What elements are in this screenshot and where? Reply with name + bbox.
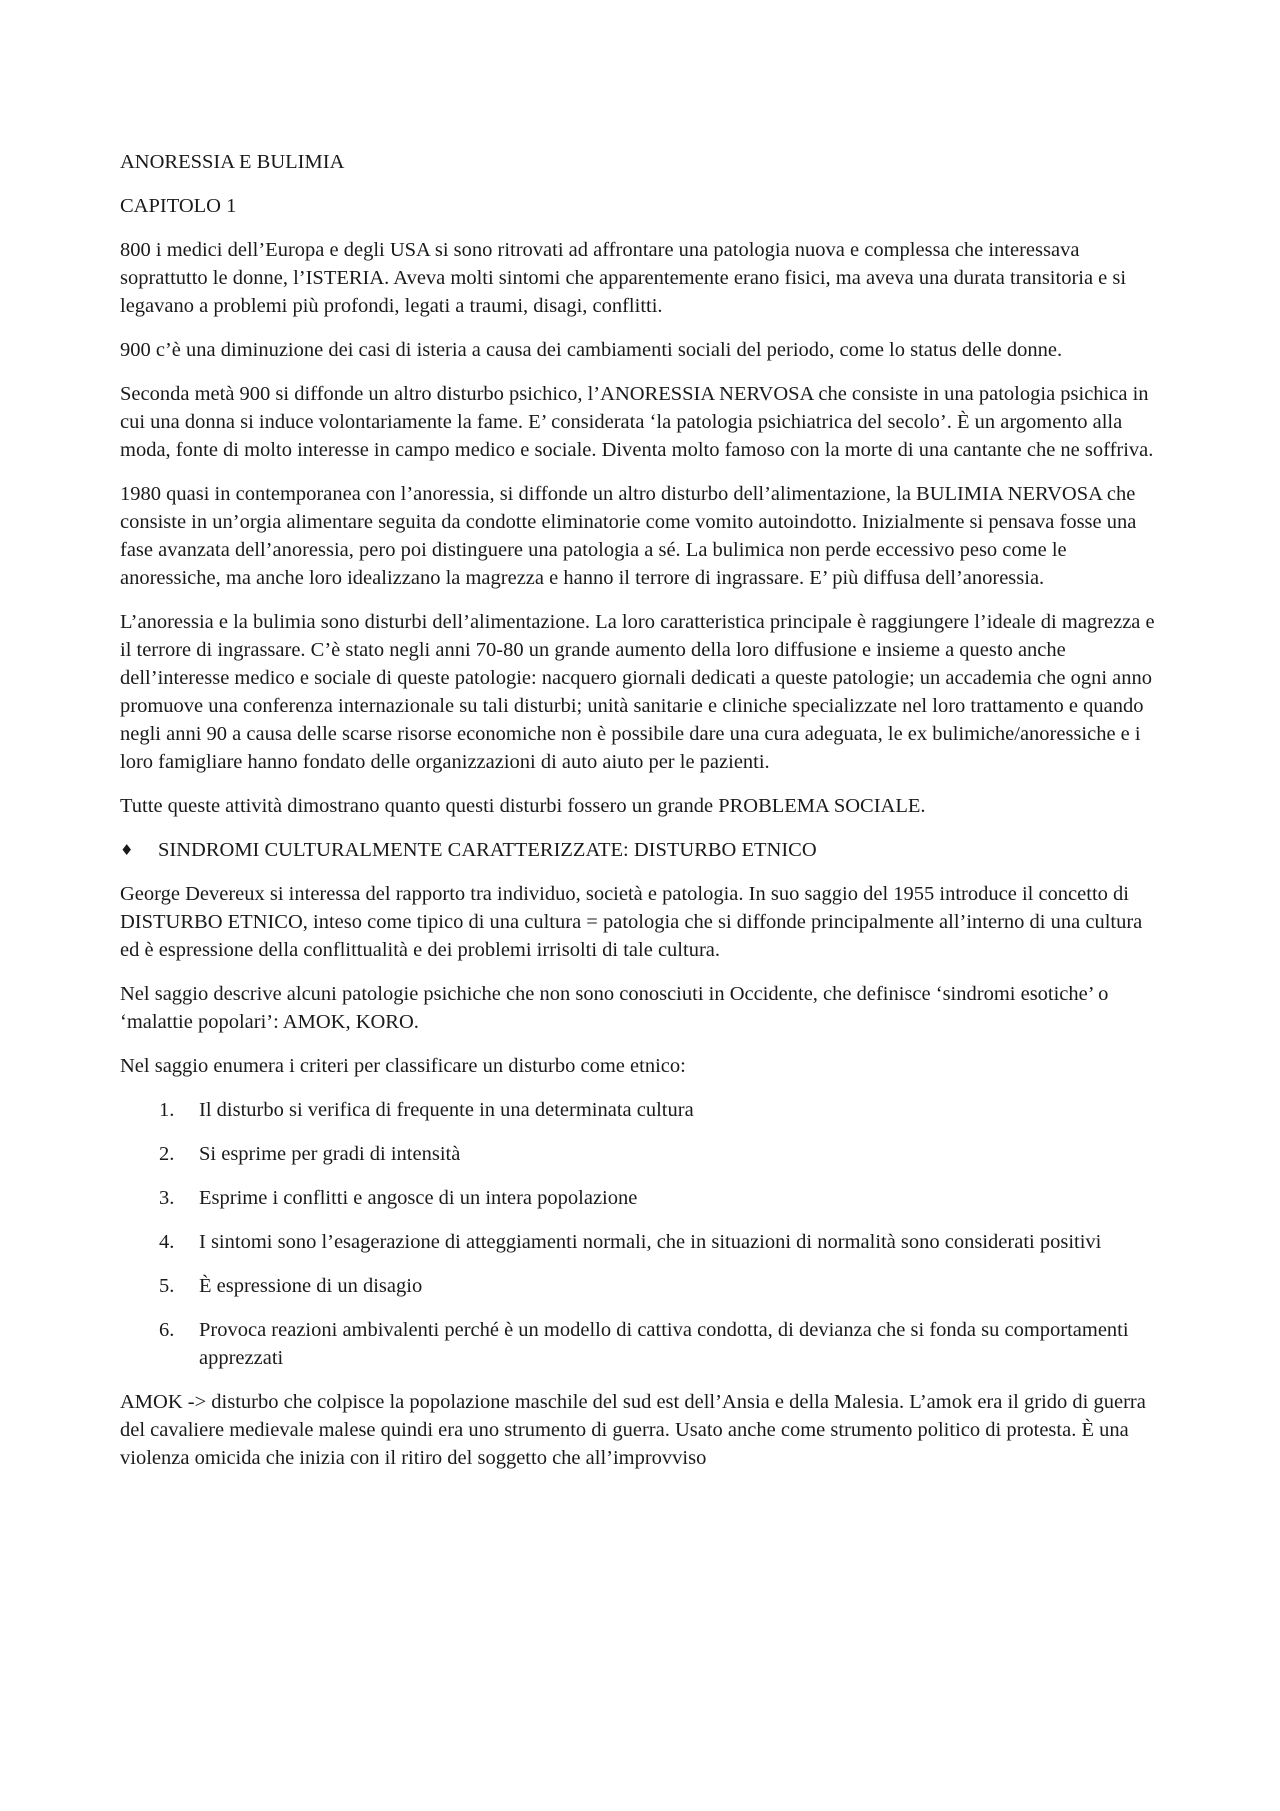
document-title: ANORESSIA E BULIMIA: [120, 151, 345, 173]
list-number: 6.: [159, 1319, 175, 1341]
list-item-text: I sintomi sono l’esagerazione di atteggiamenti normali, che in situazioni di normalità sono considerati positivi: [199, 1231, 1102, 1253]
document-page: [120, 148, 1166, 1488]
paragraph: George Devereux si interessa del rapporto tra individuo, società e patologia. In suo saggio del 1955 introduce il concetto di DISTURBO ETNICO, inteso come tipico di una cultura = patologia che si diffonde principalmente all’interno di una cultura ed è espressione della conflittualità e dei problemi irrisolti di tale cultura.: [120, 883, 1143, 961]
paragraph: Nel saggio enumera i criteri per classificare un disturbo come etnico:: [120, 1055, 686, 1077]
paragraph: 1980 quasi in contemporanea con l’anoressia, si diffonde un altro disturbo dell’alimentazione, la BULIMIA NERVOSA che consiste in un’orgia alimentare seguita da condotte eliminatorie come vomito autoindotto. Inizialmente si pensava fosse una fase avanzata dell’anoressia, pero poi distinguere una patologia a sé. La bulimica non perde eccessivo peso come le anoressiche, ma anche loro idealizzano la magrezza e hanno il terrore di ingrassare. E’ più diffusa dell’anoressia.: [120, 483, 1137, 589]
list-number: 2.: [159, 1143, 175, 1165]
list-item-text: Provoca reazioni ambivalenti perché è un modello di cattiva condotta, di devianza che si fonda su comportamenti apprezzati: [199, 1319, 1129, 1369]
list-number: 4.: [159, 1231, 175, 1253]
list-item-text: È espressione di un disagio: [199, 1275, 423, 1297]
list-item-text: Si esprime per gradi di intensità: [199, 1143, 461, 1165]
section-heading: SINDROMI CULTURALMENTE CARATTERIZZATE: DISTURBO ETNICO: [158, 839, 817, 861]
list-item: [120, 1272, 1166, 1300]
list-item: [120, 1316, 1166, 1372]
paragraph: Nel saggio descrive alcuni patologie psichiche che non sono conosciuti in Occidente, che definisce ‘sindromi esotiche’ o ‘malattie popolari’: AMOK, KORO.: [120, 983, 1109, 1033]
paragraph: L’anoressia e la bulimia sono disturbi dell’alimentazione. La loro caratteristica principale è raggiungere l’ideale di magrezza e il terrore di ingrassare. C’è stato negli anni 70-80 un grande aumento della loro diffusione e insieme a questo anche dell’interesse medico e sociale di queste patologie: nacquero giornali dedicati a queste patologie; un accademia che ogni anno promuove una conferenza internazionale su tali disturbi; unità sanitarie e cliniche specializzate nel loro trattamento e quando negli anni 90 a causa delle scarse risorse economiche non è possibile dare una cura adeguata, le ex bulimiche/anoressiche e i loro famigliare hanno fondato delle organizzazioni di auto aiuto per le pazienti.: [120, 611, 1155, 773]
list-item: [120, 1228, 1166, 1256]
list-number: 3.: [159, 1187, 175, 1209]
list-item-text: Esprime i conflitti e angosce di un intera popolazione: [199, 1187, 638, 1209]
section-bullet: [120, 836, 1166, 864]
list-item: [120, 1096, 1166, 1124]
list-number: 5.: [159, 1275, 175, 1297]
paragraph: AMOK -> disturbo che colpisce la popolazione maschile del sud est dell’Ansia e della Malesia. L’amok era il grido di guerra del cavaliere medievale malese quindi era uno strumento di guerra. Usato anche come strumento politico di protesta. È una violenza omicida che inizia con il ritiro del soggetto che all’improvviso: [120, 1391, 1146, 1469]
paragraph: Seconda metà 900 si diffonde un altro disturbo psichico, l’ANORESSIA NERVOSA che consiste in una patologia psichica in cui una donna si induce volontariamente la fame. E’ considerata ‘la patologia psichiatrica del secolo’. È un argomento alla moda, fonte di molto interesse in campo medico e sociale. Diventa molto famoso con la morte di una cantante che ne soffriva.: [120, 383, 1154, 461]
chapter-heading: CAPITOLO 1: [120, 195, 237, 217]
list-number: 1.: [159, 1099, 175, 1121]
paragraph: 900 c’è una diminuzione dei casi di isteria a causa dei cambiamenti sociali del periodo, come lo status delle donne.: [120, 339, 1063, 361]
list-item-text: Il disturbo si verifica di frequente in una determinata cultura: [199, 1099, 694, 1121]
paragraph: Tutte queste attività dimostrano quanto questi disturbi fossero un grande PROBLEMA SOCIALE.: [120, 795, 926, 817]
criteria-list: [120, 1096, 1166, 1372]
paragraph: 800 i medici dell’Europa e degli USA si sono ritrovati ad affrontare una patologia nuova e complessa che interessava soprattutto le donne, l’ISTERIA. Aveva molti sintomi che apparentemente erano fisici, ma aveva una durata transitoria e si legavano a problemi più profondi, legati a traumi, disagi, conflitti.: [120, 239, 1127, 317]
list-item: [120, 1140, 1166, 1168]
diamond-bullet-icon: ♦: [120, 841, 134, 859]
list-item: [120, 1184, 1166, 1212]
